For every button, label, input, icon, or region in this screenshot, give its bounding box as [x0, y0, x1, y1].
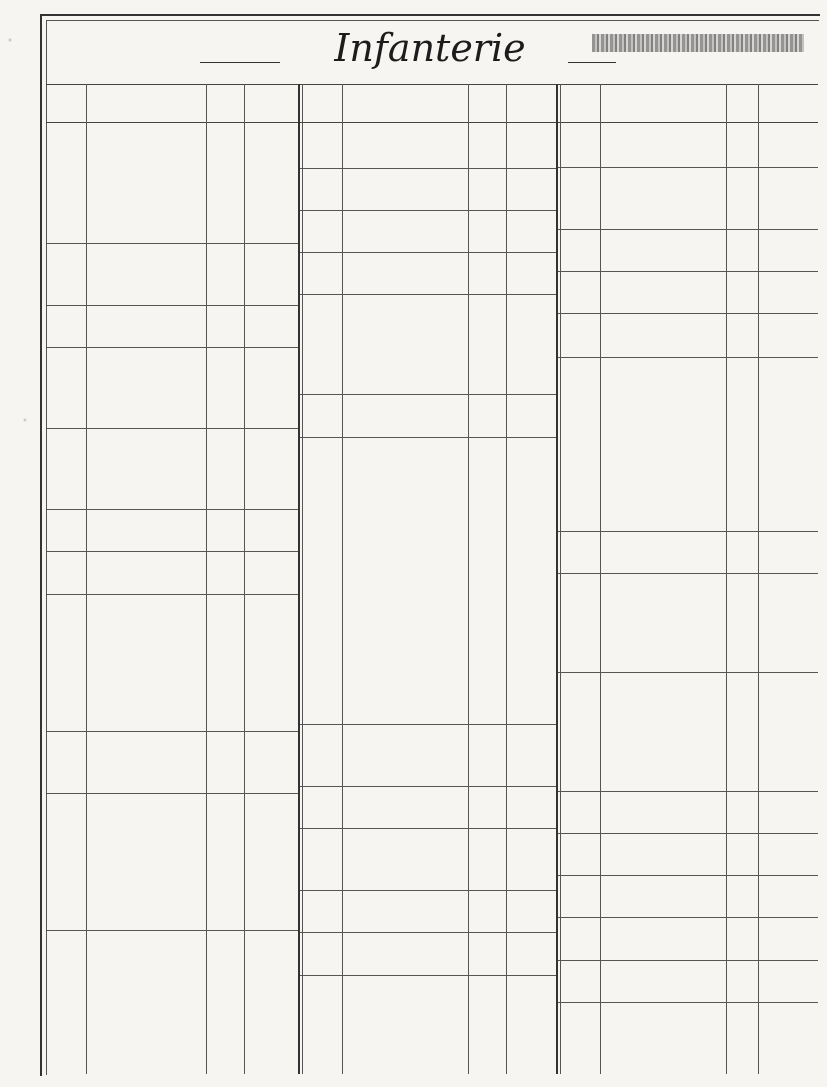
header-noms	[342, 86, 468, 122]
header-grades	[468, 86, 506, 122]
group-rule	[46, 731, 298, 732]
group-rule	[300, 437, 556, 438]
column-divider	[244, 84, 245, 1074]
group-rule	[558, 229, 818, 230]
header-cies	[506, 86, 556, 122]
group-rule	[300, 890, 556, 891]
group-rule	[558, 357, 818, 358]
group-rule	[46, 243, 298, 244]
column-divider	[758, 84, 759, 1074]
group-rule	[558, 833, 818, 834]
column-divider	[468, 84, 469, 1074]
header-cies	[758, 86, 818, 122]
section-divider	[560, 84, 561, 1074]
column-divider	[342, 84, 343, 1074]
column-divider	[86, 84, 87, 1074]
header-top-rule	[46, 84, 818, 85]
group-rule	[46, 594, 298, 595]
group-rule	[300, 932, 556, 933]
group-rule	[46, 793, 298, 794]
header-reg	[300, 86, 342, 122]
ink-smudge	[592, 34, 804, 52]
group-rule	[46, 509, 298, 510]
section-divider	[556, 84, 558, 1074]
group-rule	[46, 428, 298, 429]
header-grades	[726, 86, 758, 122]
title-rule-right	[568, 62, 616, 63]
paper-texture	[0, 0, 40, 1087]
group-rule	[46, 930, 298, 931]
group-rule	[558, 313, 818, 314]
header-reg	[558, 86, 600, 122]
group-rule	[558, 917, 818, 918]
section-divider	[298, 84, 300, 1074]
group-rule	[558, 573, 818, 574]
group-rule	[46, 305, 298, 306]
group-rule	[558, 271, 818, 272]
group-rule	[300, 294, 556, 295]
group-rule	[558, 531, 818, 532]
group-rule	[300, 394, 556, 395]
group-rule	[558, 960, 818, 961]
group-rule	[558, 875, 818, 876]
column-divider	[600, 84, 601, 1074]
group-rule	[300, 975, 556, 976]
column-divider	[506, 84, 507, 1074]
header-reg	[46, 86, 86, 122]
column-divider	[206, 84, 207, 1074]
header-noms	[86, 86, 206, 122]
group-rule	[300, 252, 556, 253]
column-divider	[726, 84, 727, 1074]
group-rule	[300, 828, 556, 829]
header-bottom-rule	[46, 122, 818, 123]
section-divider	[302, 84, 303, 1074]
group-rule	[558, 672, 818, 673]
group-rule	[300, 168, 556, 169]
page-title: Infanterie	[334, 26, 526, 70]
group-rule	[300, 724, 556, 725]
header-grades	[206, 86, 244, 122]
group-rule	[300, 210, 556, 211]
group-rule	[558, 791, 818, 792]
title-rule-left	[200, 62, 280, 63]
group-rule	[558, 167, 818, 168]
header-noms	[600, 86, 726, 122]
group-rule	[46, 551, 298, 552]
header-cies	[244, 86, 298, 122]
group-rule	[46, 347, 298, 348]
group-rule	[558, 1002, 818, 1003]
group-rule	[300, 786, 556, 787]
